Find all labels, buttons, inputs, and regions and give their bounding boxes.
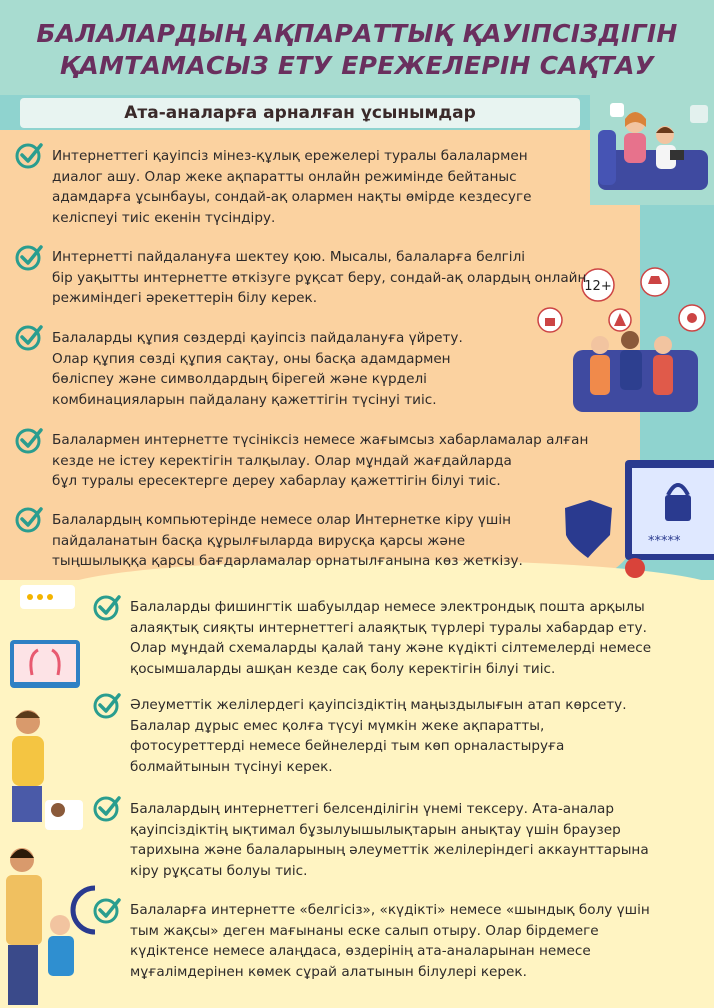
checkmark-icon	[92, 895, 122, 925]
recommendation-line: мұғалімдерінен көмек сұрай алатынын білулері керек.	[130, 963, 527, 980]
recommendation-item	[52, 146, 531, 228]
recommendation-line: Олар құпия сөзді құпия сақтау, оны басқа адамдармен	[52, 350, 451, 367]
recommendation-item	[130, 695, 627, 777]
recommendation-item	[130, 597, 651, 679]
recommendation-line: адамдарға ұсынбауы, сондай-ақ олармен нақты өмірде кездесуге	[52, 189, 532, 205]
recommendation-line: Балаларды құпия сөздерді қауіпсіз пайдалануға үйрету.	[52, 330, 463, 346]
recommendation-line: тым жақсы» деген мағынаны еске салып отыру. Олар бірдемеге	[130, 922, 599, 939]
recommendation-line: болмайтынын түсінуі керек.	[130, 758, 333, 775]
page-title	[0, 18, 714, 82]
recommendation-line: Балаларға интернетте «белгісіз», «күдікті» немесе «шындық болу үшін	[130, 902, 650, 918]
subtitle-bar	[20, 98, 580, 128]
age-badge: 12+	[584, 279, 612, 294]
title-line-2: ҚАМТАМАСЫЗ ЕТУ ЕРЕЖЕЛЕРІН САҚТАУ	[59, 51, 655, 80]
checkmark-icon	[92, 793, 122, 823]
subtitle: Ата-аналарға арналған ұсынымдар	[124, 103, 476, 123]
recommendation-line: Олар мұндай схемаларды қалай тану және күдікті сілтемелерді немесе	[130, 640, 652, 656]
recommendation-line: комбинацияларын пайдалану қажеттігін түсінуі тиіс.	[52, 391, 437, 408]
tablet-video-illustration	[0, 580, 90, 700]
recommendation-line: фотосуреттерді немесе бейнелерді тым көп орналастыруға	[130, 738, 565, 754]
recommendation-line: алаяқтық сияқты интернеттегі алаяқтық түрлері туралы хабардар ету.	[130, 619, 647, 636]
people-illustration	[0, 700, 95, 1008]
recommendation-line: бұл туралы ересектерге дереу хабарлау қажеттігін білуі тиіс.	[52, 473, 501, 489]
recommendation-line: күдіктенсе немесе алаңдаса, өздерінің ата-аналарынан немесе	[130, 943, 591, 959]
title-line-1: БАЛАЛАРДЫҢ АҚПАРАТТЫҚ ҚАУІПСІЗДІГІН	[36, 19, 678, 48]
recommendation-line: Интернетті пайдалануға шектеу қою. Мысалы, балаларға белгілі	[52, 249, 526, 265]
recommendation-item	[52, 510, 523, 572]
recommendation-item	[52, 430, 588, 492]
recommendation-item	[52, 247, 586, 309]
password-stars: *****	[648, 534, 681, 549]
recommendation-line: келіспеуі тиіс екенін түсіндіру.	[52, 209, 276, 226]
recommendation-line: Балалардың интернеттегі белсенділігін үнемі тексеру. Ата-аналар	[130, 801, 614, 817]
family-sofa-illustration	[590, 95, 714, 205]
recommendation-line: Балалардың компьютерінде немесе олар Интернетке кіру үшін	[52, 512, 512, 528]
checkmark-icon	[92, 592, 122, 622]
recommendation-item	[52, 328, 463, 410]
recommendation-line: тарихына және балаларының әлеуметтік желілеріндегі аккаунттарына	[130, 842, 649, 858]
recommendation-line: кезде не істеу керектігін талқылау. Олар мұндай жағдайларда	[52, 452, 512, 469]
recommendation-item	[130, 799, 649, 881]
checkmark-icon	[14, 425, 44, 455]
recommendation-item	[130, 900, 650, 982]
recommendation-line: Балаларды фишингтік шабуылдар немесе электрондық пошта арқылы	[130, 599, 645, 615]
recommendation-line: Балалармен интернетте түсініксіз немесе жағымсыз хабарламалар алған	[52, 432, 589, 448]
recommendation-line: Балалар дұрыс емес қолға түсуі мүмкін жеке ақпаратты,	[130, 717, 545, 734]
recommendation-line: Интернеттегі қауіпсіз мінез-құлық ережелері туралы балалармен	[52, 148, 528, 164]
checkmark-icon	[92, 690, 122, 720]
recommendation-line: бөліспеу және символдардың бірегей және күрделі	[52, 371, 427, 387]
recommendation-line: тыңшылыққа қарсы бағдарламалар орнатылғанына көз жеткізу.	[52, 553, 523, 569]
recommendation-line: кіру рұқсаты болуы тиіс.	[130, 862, 308, 879]
checkmark-icon	[14, 140, 44, 170]
checkmark-icon	[14, 242, 44, 272]
recommendation-line: бір уақытты интернетте өткізуге рұқсат беру, сондай-ақ олардың онлайн	[52, 269, 587, 286]
kids-sofa-illustration	[565, 320, 714, 420]
checkmark-icon	[14, 322, 44, 352]
recommendation-line: диалог ашу. Олар жеке ақпаратты онлайн режимінде бейтаныс	[52, 168, 517, 185]
recommendation-line: қосымшаларды ашқан кезде сақ болу керектігін білуі тиіс.	[130, 660, 556, 677]
recommendation-line: пайдаланатын басқа құрылғыларда вирусқа қарсы және	[52, 532, 466, 549]
checkmark-icon	[14, 504, 44, 534]
recommendation-line: Әлеуметтік желілердегі қауіпсіздіктің маңыздылығын атап көрсету.	[130, 697, 627, 713]
recommendation-line: режиміндегі әрекеттерін білу керек.	[52, 290, 318, 306]
recommendation-line: қауіпсіздіктің ықтимал бұзылуышылықтарын анықтау үшін браузер	[130, 821, 621, 838]
